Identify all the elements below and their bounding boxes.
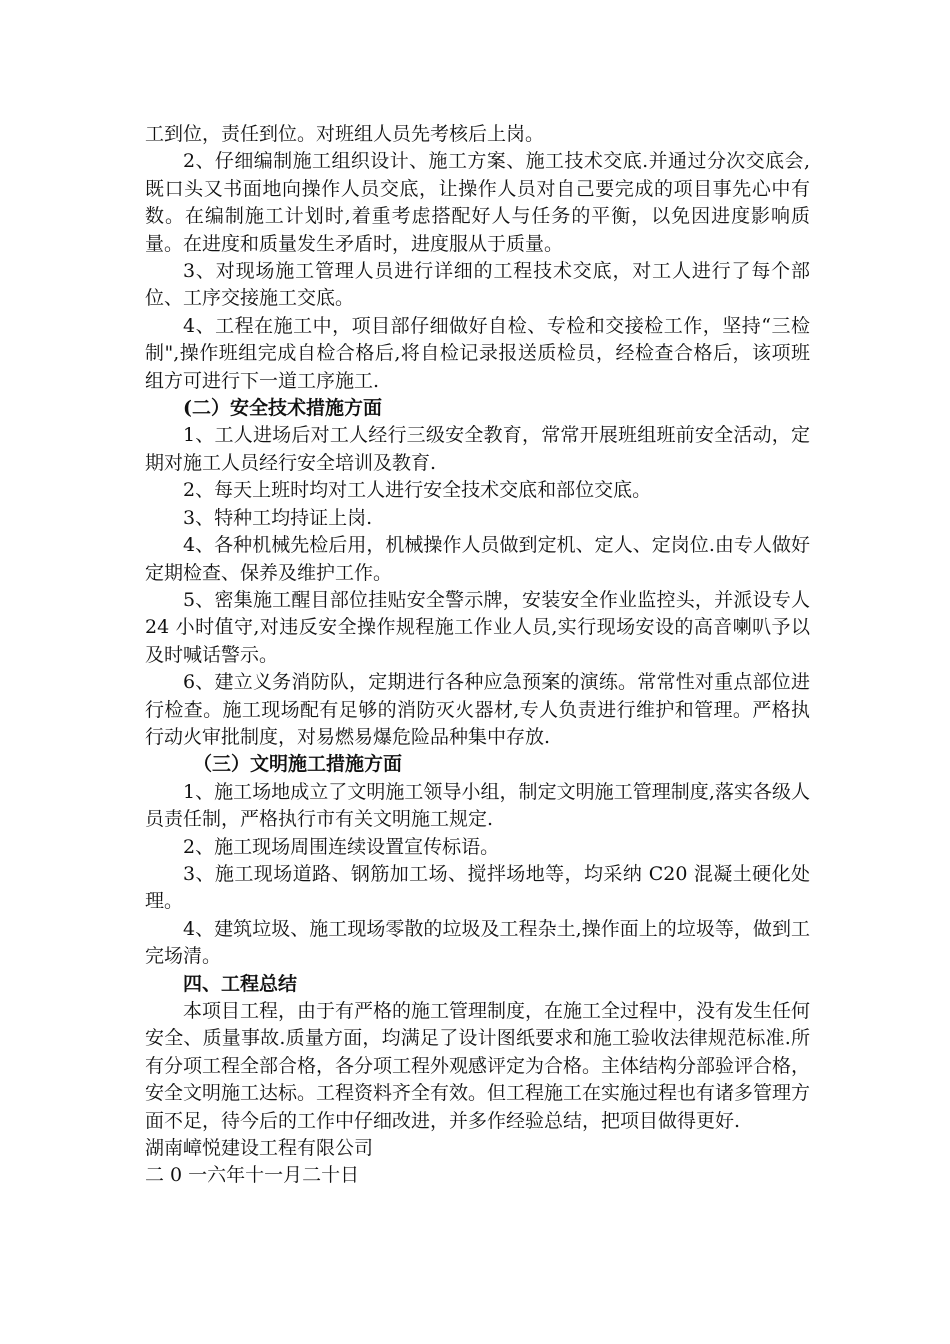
paragraph-quality-3: 3、对现场施工管理人员进行详细的工程技术交底，对工人进行了每个部位、工序交接施工交底。	[145, 260, 810, 310]
paragraph-civilized-2: 2、施工现场周围连续设置宣传标语。	[183, 835, 500, 858]
paragraph-civilized-3: 3、施工现场道路、钢筋加工场、搅拌场地等，均采纳 C20 混凝土硬化处理。	[145, 862, 810, 913]
paragraph-continuation: 工到位，责任到位。对班组人员先考核后上岗。	[145, 123, 545, 145]
signature-company: 湖南嶂悦建设工程有限公司	[145, 1137, 374, 1160]
section-heading-safety: (二）安全技术措施方面	[183, 397, 382, 420]
signature-date: 二 0 一六年十一月二十日	[145, 1164, 360, 1187]
paragraph-quality-2: 2、仔细编制施工组织设计、施工方案、施工技术交底.并通过分次交底会,既口头又书面地向操作人员交底，让操作人员对自己要完成的项目事先心中有数。在编制施工计划时,着重考虑搭配好人与任务的平衡，以免因进度影响质量。在进度和质量发生矛盾时，进度服从于质量。	[145, 150, 810, 255]
paragraph-safety-5: 5、密集施工醒目部位挂贴安全警示牌，安装安全作业监控头，并派设专人 24 小时值守,对违反安全操作规程施工作业人员,实行现场安设的高音喇叭予以及时喊话警示。	[145, 588, 810, 666]
document-page	[145, 121, 810, 1190]
section-heading-summary: 四、工程总结	[183, 972, 298, 995]
section-heading-civilized: （三）文明施工措施方面	[193, 753, 403, 776]
paragraph-safety-2: 2、每天上班时均对工人进行安全技术交底和部位交底。	[183, 479, 652, 502]
paragraph-safety-1: 1、工人进场后对工人经行三级安全教育，常常开展班组班前安全活动，定期对施工人员经行安全培训及教育.	[145, 424, 810, 474]
paragraph-civilized-1: 1、施工场地成立了文明施工领导小组，制定文明施工管理制度,落实各级人员责任制，严格执行市有关文明施工规定.	[145, 780, 810, 831]
paragraph-quality-4: 4、工程在施工中，项目部仔细做好自检、专检和交接检工作，坚持“三检制",操作班组完成自检合格后,将自检记录报送质检员，经检查合格后，该项班组方可进行下一道工序施工.	[145, 314, 810, 392]
paragraph-summary: 本项目工程，由于有严格的施工管理制度，在施工全过程中，没有发生任何安全、质量事故.质量方面，均满足了设计图纸要求和施工验收法律规范标准.所有分项工程全部合格，各分项工程外观感评定为合格。主体结构分部验评合格，安全文明施工达标。工程资料齐全有效。但工程施工在实施过程也有诸多管理方面不足，待今后的工作中仔细改进，并多作经验总结，把项目做得更好.	[145, 1000, 811, 1132]
paragraph-civilized-4: 4、建筑垃圾、施工现场零散的垃圾及工程杂土,操作面上的垃圾等，做到工完场清。	[145, 917, 810, 968]
paragraph-safety-4: 4、各种机械先检后用，机械操作人员做到定机、定人、定岗位.由专人做好定期检查、保养及维护工作。	[145, 534, 810, 584]
paragraph-safety-6: 6、建立义务消防队，定期进行各种应急预案的演练。常常性对重点部位进行检查。施工现场配有足够的消防灭火器材,专人负责进行维护和管理。严格执行动火审批制度，对易燃易爆危险品种集中存放.	[145, 671, 810, 748]
paragraph-safety-3: 3、特种工均持证上岗.	[183, 506, 373, 529]
